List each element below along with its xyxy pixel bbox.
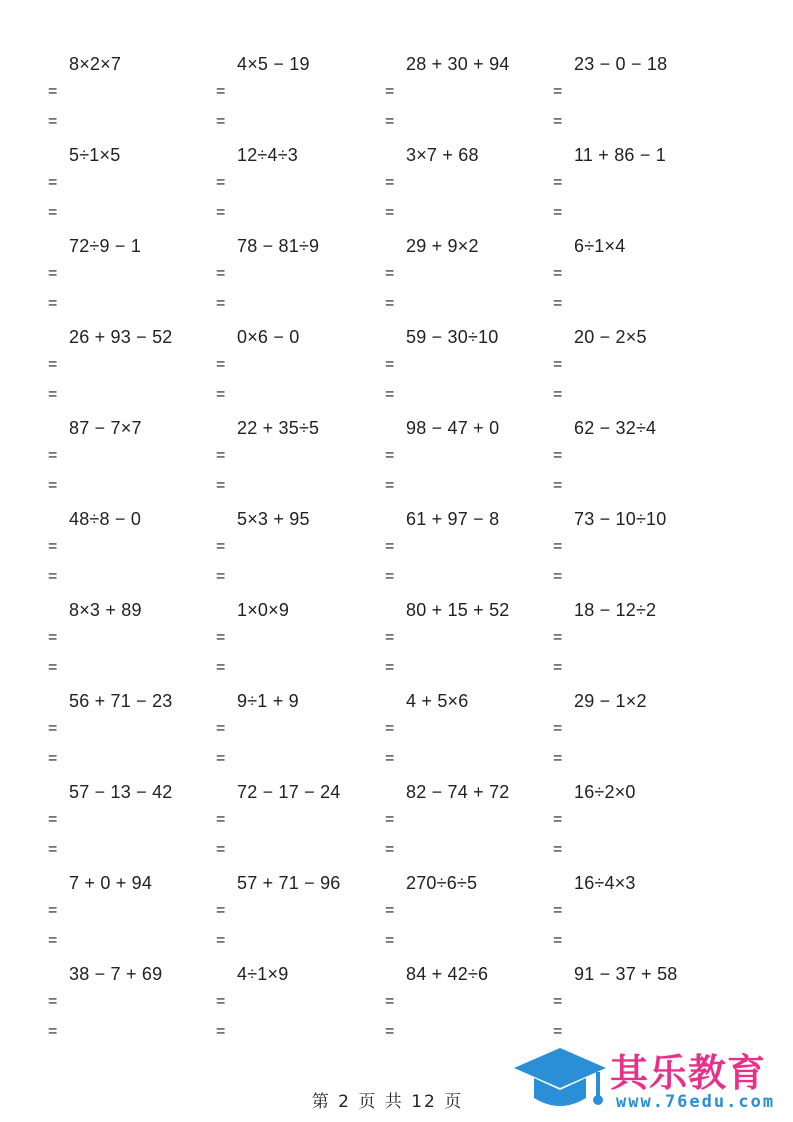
answer-line-equals: = xyxy=(553,447,563,464)
problem-cell xyxy=(48,598,216,689)
problem-row xyxy=(0,52,793,143)
answer-line-equals: = xyxy=(216,932,226,949)
answer-line-equals: = xyxy=(48,265,58,282)
problem-cell xyxy=(553,234,721,325)
expression: 26 + 93 − 52 xyxy=(69,327,173,347)
problem-cell xyxy=(48,962,216,1053)
expression: 3×7 + 68 xyxy=(406,145,479,165)
expression: 80 + 15 + 52 xyxy=(406,600,510,620)
expression: 57 + 71 − 96 xyxy=(237,873,341,893)
answer-line-equals: = xyxy=(385,902,395,919)
answer-line-equals: = xyxy=(216,659,226,676)
problem-cell xyxy=(385,507,553,598)
problem-cell xyxy=(48,871,216,962)
answer-line-equals: = xyxy=(553,750,563,767)
expression: 16÷2×0 xyxy=(574,782,636,802)
expression: 72÷9 − 1 xyxy=(69,236,142,256)
answer-line-equals: = xyxy=(385,265,395,282)
answer-line-equals: = xyxy=(553,356,563,373)
answer-line-equals: = xyxy=(385,447,395,464)
answer-line-equals: = xyxy=(48,538,58,555)
problem-row xyxy=(0,234,793,325)
problem-cell xyxy=(553,780,721,871)
problem-cell xyxy=(385,52,553,143)
expression: 6÷1×4 xyxy=(574,236,626,256)
answer-line-equals: = xyxy=(553,932,563,949)
expression: 38 − 7 + 69 xyxy=(69,964,163,984)
problem-cell xyxy=(48,689,216,780)
expression: 57 − 13 − 42 xyxy=(69,782,173,802)
problem-cell xyxy=(48,52,216,143)
answer-line-equals: = xyxy=(553,538,563,555)
answer-line-equals: = xyxy=(385,750,395,767)
answer-line-equals: = xyxy=(385,932,395,949)
problem-cell xyxy=(48,325,216,416)
problem-cell xyxy=(216,234,384,325)
answer-line-equals: = xyxy=(553,659,563,676)
expression: 5÷1×5 xyxy=(69,145,121,165)
answer-line-equals: = xyxy=(216,447,226,464)
problem-row xyxy=(0,780,793,871)
expression: 87 − 7×7 xyxy=(69,418,142,438)
answer-line-equals: = xyxy=(48,174,58,191)
answer-line-equals: = xyxy=(48,204,58,221)
problem-cell xyxy=(553,871,721,962)
answer-line-equals: = xyxy=(216,750,226,767)
answer-line-equals: = xyxy=(385,295,395,312)
expression: 59 − 30÷10 xyxy=(406,327,499,347)
problem-cell xyxy=(553,416,721,507)
answer-line-equals: = xyxy=(216,204,226,221)
problem-cell xyxy=(48,507,216,598)
answer-line-equals: = xyxy=(216,174,226,191)
answer-line-equals: = xyxy=(48,659,58,676)
expression: 7 + 0 + 94 xyxy=(69,873,153,893)
answer-line-equals: = xyxy=(385,113,395,130)
answer-line-equals: = xyxy=(48,841,58,858)
problem-cell xyxy=(385,780,553,871)
problem-cell xyxy=(385,598,553,689)
problem-cell xyxy=(553,598,721,689)
expression: 61 + 97 − 8 xyxy=(406,509,500,529)
page-number-footer: 第 2 页 共 12 页 xyxy=(311,1092,464,1112)
answer-line-equals: = xyxy=(553,841,563,858)
problem-cell xyxy=(216,871,384,962)
answer-line-equals: = xyxy=(553,113,563,130)
expression: 48÷8 − 0 xyxy=(69,509,142,529)
problem-cell xyxy=(553,143,721,234)
problem-cell xyxy=(385,871,553,962)
expression: 62 − 32÷4 xyxy=(574,418,657,438)
answer-line-equals: = xyxy=(553,386,563,403)
expression: 9÷1 + 9 xyxy=(237,691,299,711)
answer-line-equals: = xyxy=(385,568,395,585)
problem-cell xyxy=(48,143,216,234)
answer-line-equals: = xyxy=(216,629,226,646)
answer-line-equals: = xyxy=(48,568,58,585)
problem-cell xyxy=(385,689,553,780)
expression: 23 − 0 − 18 xyxy=(574,54,668,74)
answer-line-equals: = xyxy=(48,83,58,100)
problem-cell xyxy=(216,416,384,507)
answer-line-equals: = xyxy=(48,750,58,767)
answer-line-equals: = xyxy=(553,720,563,737)
answer-line-equals: = xyxy=(553,993,563,1010)
answer-line-equals: = xyxy=(216,568,226,585)
expression: 270÷6÷5 xyxy=(406,873,478,893)
expression: 29 + 9×2 xyxy=(406,236,479,256)
brand-name: 其乐教育 xyxy=(610,1051,767,1095)
answer-line-equals: = xyxy=(216,902,226,919)
expression: 56 + 71 − 23 xyxy=(69,691,173,711)
answer-line-equals: = xyxy=(48,113,58,130)
answer-line-equals: = xyxy=(48,295,58,312)
answer-line-equals: = xyxy=(385,174,395,191)
problem-cell xyxy=(553,325,721,416)
answer-line-equals: = xyxy=(216,841,226,858)
expression: 78 − 81÷9 xyxy=(237,236,320,256)
answer-line-equals: = xyxy=(385,83,395,100)
answer-line-equals: = xyxy=(216,295,226,312)
answer-line-equals: = xyxy=(216,538,226,555)
problem-row xyxy=(0,325,793,416)
expression: 1×0×9 xyxy=(237,600,290,620)
problem-cell xyxy=(216,780,384,871)
answer-line-equals: = xyxy=(385,204,395,221)
answer-line-equals: = xyxy=(48,902,58,919)
answer-line-equals: = xyxy=(553,83,563,100)
expression: 82 − 74 + 72 xyxy=(406,782,510,802)
answer-line-equals: = xyxy=(48,629,58,646)
answer-line-equals: = xyxy=(216,265,226,282)
answer-line-equals: = xyxy=(385,477,395,494)
answer-line-equals: = xyxy=(385,1023,395,1040)
answer-line-equals: = xyxy=(48,720,58,737)
expression: 0×6 − 0 xyxy=(237,327,300,347)
answer-line-equals: = xyxy=(385,629,395,646)
expression: 8×2×7 xyxy=(69,54,122,74)
problem-cell xyxy=(216,52,384,143)
expression: 84 + 42÷6 xyxy=(406,964,489,984)
problem-cell xyxy=(216,325,384,416)
answer-line-equals: = xyxy=(385,720,395,737)
expression: 11 + 86 − 1 xyxy=(574,145,666,165)
expression: 28 + 30 + 94 xyxy=(406,54,510,74)
expression: 8×3 + 89 xyxy=(69,600,142,620)
answer-line-equals: = xyxy=(385,386,395,403)
answer-line-equals: = xyxy=(553,568,563,585)
expression: 20 − 2×5 xyxy=(574,327,647,347)
answer-line-equals: = xyxy=(385,811,395,828)
answer-line-equals: = xyxy=(553,811,563,828)
answer-line-equals: = xyxy=(553,265,563,282)
answer-line-equals: = xyxy=(48,1023,58,1040)
answer-line-equals: = xyxy=(216,477,226,494)
problem-cell xyxy=(48,780,216,871)
answer-line-equals: = xyxy=(553,174,563,191)
expression: 72 − 17 − 24 xyxy=(237,782,341,802)
answer-line-equals: = xyxy=(216,356,226,373)
problem-row xyxy=(0,689,793,780)
answer-line-equals: = xyxy=(385,659,395,676)
problem-cell xyxy=(385,325,553,416)
expression: 73 − 10÷10 xyxy=(574,509,667,529)
answer-line-equals: = xyxy=(48,932,58,949)
answer-line-equals: = xyxy=(553,629,563,646)
answer-line-equals: = xyxy=(553,477,563,494)
expression: 91 − 37 + 58 xyxy=(574,964,678,984)
answer-line-equals: = xyxy=(216,386,226,403)
answer-line-equals: = xyxy=(216,993,226,1010)
problem-cell xyxy=(553,507,721,598)
expression: 98 − 47 + 0 xyxy=(406,418,500,438)
answer-line-equals: = xyxy=(48,993,58,1010)
problem-cell xyxy=(216,143,384,234)
answer-line-equals: = xyxy=(216,113,226,130)
expression: 18 − 12÷2 xyxy=(574,600,657,620)
answer-line-equals: = xyxy=(216,83,226,100)
answer-line-equals: = xyxy=(553,1023,563,1040)
problem-row xyxy=(0,871,793,962)
answer-line-equals: = xyxy=(385,538,395,555)
expression: 29 − 1×2 xyxy=(574,691,647,711)
answer-line-equals: = xyxy=(48,356,58,373)
answer-line-equals: = xyxy=(385,841,395,858)
problem-row xyxy=(0,416,793,507)
answer-line-equals: = xyxy=(48,447,58,464)
brand-logo xyxy=(510,1040,793,1122)
problem-row xyxy=(0,507,793,598)
answer-line-equals: = xyxy=(48,811,58,828)
answer-line-equals: = xyxy=(553,295,563,312)
expression: 12÷4÷3 xyxy=(237,145,299,165)
problem-cell xyxy=(216,689,384,780)
problem-cell xyxy=(216,507,384,598)
problem-cell xyxy=(553,52,721,143)
brand-url: www.76edu.com xyxy=(616,1092,776,1112)
answer-line-equals: = xyxy=(553,902,563,919)
expression: 5×3 + 95 xyxy=(237,509,310,529)
answer-line-equals: = xyxy=(216,1023,226,1040)
problem-cell xyxy=(216,962,384,1053)
answer-line-equals: = xyxy=(48,386,58,403)
answer-line-equals: = xyxy=(216,811,226,828)
answer-line-equals: = xyxy=(216,720,226,737)
problem-row xyxy=(0,143,793,234)
problem-cell xyxy=(385,416,553,507)
problem-row xyxy=(0,598,793,689)
problem-cell xyxy=(216,598,384,689)
expression: 4 + 5×6 xyxy=(406,691,469,711)
expression: 22 + 35÷5 xyxy=(237,418,320,438)
answer-line-equals: = xyxy=(385,993,395,1010)
answer-line-equals: = xyxy=(385,356,395,373)
expression: 4÷1×9 xyxy=(237,964,289,984)
problem-cell xyxy=(48,234,216,325)
expression: 4×5 − 19 xyxy=(237,54,310,74)
expression: 16÷4×3 xyxy=(574,873,636,893)
problem-cell xyxy=(385,143,553,234)
problem-cell xyxy=(385,234,553,325)
answer-line-equals: = xyxy=(553,204,563,221)
answer-line-equals: = xyxy=(48,477,58,494)
graduation-cap-icon xyxy=(510,1040,610,1120)
problem-cell xyxy=(553,689,721,780)
problem-cell xyxy=(48,416,216,507)
